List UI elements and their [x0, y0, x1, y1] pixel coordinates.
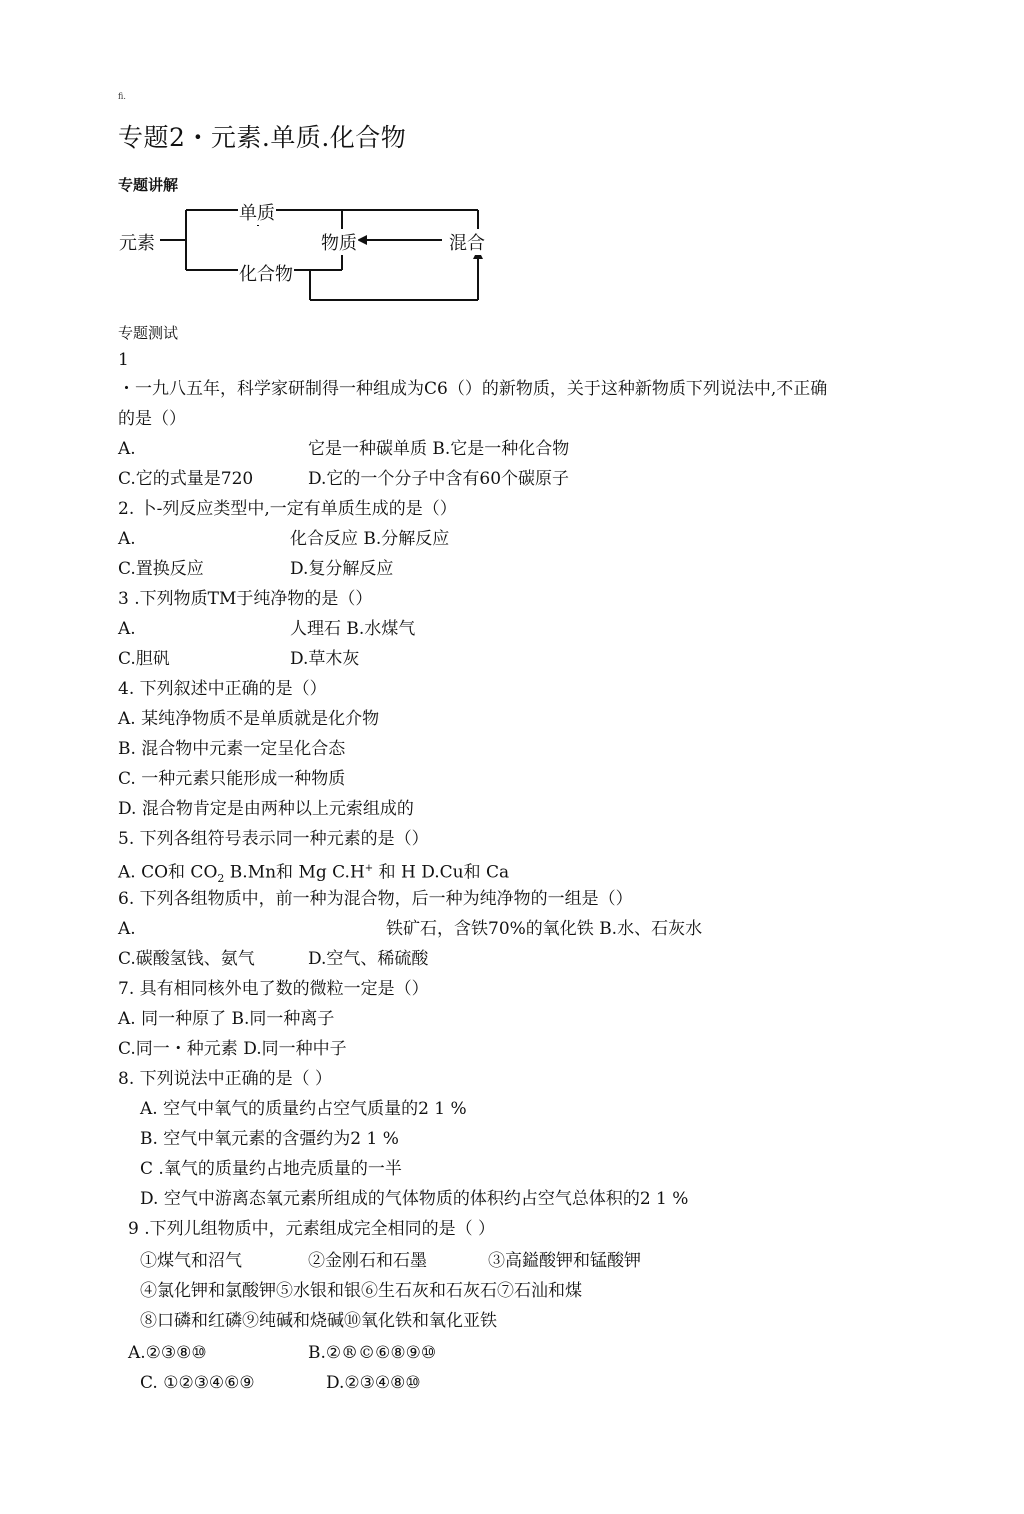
question-9-option-d: D.②③④⑧⑩ — [326, 1373, 421, 1393]
q5-part-c: 和 H D.Cu和 Ca — [373, 862, 510, 883]
question-2-option-c: C.置换反应 — [118, 559, 204, 579]
question-9-items-8-10: ⑧口磷和红磷⑨纯碱和烧碱⑩氧化铁和氧化亚铁 — [140, 1311, 497, 1331]
question-9-option-c: C. ①②③④⑥⑨ — [140, 1373, 255, 1393]
page-title: 专题2・元素.单质.化合物 — [118, 123, 407, 152]
question-1-option-c: C.它的式量是720 — [118, 469, 254, 489]
question-6-option-c: C.碳酸氢钱、氨气 — [118, 949, 255, 969]
question-3-options-ab: 人理石 B.水煤气 — [290, 619, 416, 639]
question-1-option-d: D.它的一个分子中含有60个碳原子 — [308, 469, 570, 489]
q5-part-b: B.Mn和 Mg C.H — [224, 862, 365, 883]
diagram-element-label: 元素 — [118, 229, 156, 255]
diagram-mixture-label: 混合 — [448, 229, 486, 255]
section-heading-test: 专题测试 — [118, 324, 179, 342]
question-8-option-d: D. 空气中游离态氧元素所组成的气体物质的体积约占空气总体积的2 1 % — [140, 1189, 689, 1209]
question-3-stem: 3 .下列物质TM于纯净物的是（） — [118, 589, 373, 609]
question-5-options — [118, 858, 509, 890]
q5-part-a: A. CO和 CO — [118, 862, 218, 883]
question-6-option-a-label: A. — [118, 919, 136, 939]
question-1-stem: ・一九八五年，科学家研制得一种组成为C6（）的新物质，关于这种新物质下列说法中,不正确 — [118, 379, 828, 399]
question-6-stem: 6. 下列各组物质中，前一种为混合物，后一种为纯净物的一组是（） — [118, 889, 633, 909]
diagram-compound-label: 化合物 — [238, 260, 294, 286]
question-4-option-a: A. 某纯净物质不是单质就是化介物 — [118, 709, 380, 729]
question-3-option-a-label: A. — [118, 619, 136, 639]
question-1-stem-cont: 的是（） — [118, 409, 186, 429]
question-8-stem: 8. 下列说法中正确的是（ ） — [118, 1069, 333, 1089]
question-5-stem: 5. 下列各组符号表示同一种元素的是（） — [118, 829, 429, 849]
q5-superscript: + — [364, 863, 374, 874]
question-7-options-cd: C.同一・种元素 D.同一种中子 — [118, 1039, 347, 1059]
question-9-option-a: A.②③⑧⑩ — [128, 1343, 207, 1363]
question-4-stem: 4. 下列叙述中正确的是（） — [118, 679, 327, 699]
question-3-option-d: D.草木灰 — [290, 649, 360, 669]
question-6-option-d: D.空气、稀硫酸 — [308, 949, 429, 969]
question-7-stem: 7. 具有相同核外电了数的微粒一定是（） — [118, 979, 429, 999]
question-9-items-4-7: ④氯化钾和氯酸钾⑤水银和银⑥生石灰和石灰石⑦石汕和煤 — [140, 1281, 582, 1301]
question-9-stem: 9 .下列儿组物质中，元素组成完全相同的是（ ） — [128, 1219, 496, 1239]
diagram-lines — [0, 0, 1024, 320]
question-8-option-a: A. 空气中氧气的质量约占空气质量的2 1 % — [140, 1099, 467, 1119]
question-8-option-c: C .氧气的质量约占地壳质量的一半 — [140, 1159, 402, 1179]
question-6-options-ab: 铁矿石，含铁70%的氧化铁 B.水、石灰水 — [386, 919, 703, 939]
question-4-option-c: C. 一种元素只能形成一种物质 — [118, 769, 346, 789]
diagram-simple-substance-label: 单质 — [238, 199, 276, 225]
diagram-substance-label: 物质 — [320, 229, 358, 255]
question-9-item-2: ②金刚石和石墨 — [308, 1251, 427, 1271]
question-2-option-a-label: A. — [118, 529, 136, 549]
question-9-option-b: B.②®©⑥⑧⑨⑩ — [308, 1343, 437, 1363]
question-4-option-b: B. 混合物中元素一定呈化合态 — [118, 739, 346, 759]
question-2-options-ab: 化合反应 B.分解反应 — [290, 529, 450, 549]
question-2-stem: 2. 卜-列反应类型中,一定有单质生成的是（） — [118, 499, 457, 519]
question-9-item-3: ③高鎰酸钾和锰酸钾 — [488, 1251, 641, 1271]
question-2-option-d: D.复分解反应 — [290, 559, 394, 579]
question-7-options-ab: A. 同一种原了 B.同一种离子 — [118, 1009, 335, 1029]
question-3-option-c: C.胆矾 — [118, 649, 170, 669]
question-number: 1 — [118, 350, 129, 370]
question-9-item-1: ①煤气和沼气 — [140, 1251, 242, 1271]
question-8-option-b: B. 空气中氧元素的含彊约为2 1 % — [140, 1129, 399, 1149]
corner-mark: fi. — [118, 92, 126, 101]
question-1-options-ab: 它是一种碳单质 B.它是一种化合物 — [308, 439, 570, 459]
question-4-option-d: D. 混合物肯定是由两种以上元索组成的 — [118, 799, 414, 819]
q5-subscript: 2 — [217, 872, 225, 886]
question-1-option-a-label: A. — [118, 439, 136, 459]
section-heading-lecture: 专题讲解 — [118, 176, 179, 194]
